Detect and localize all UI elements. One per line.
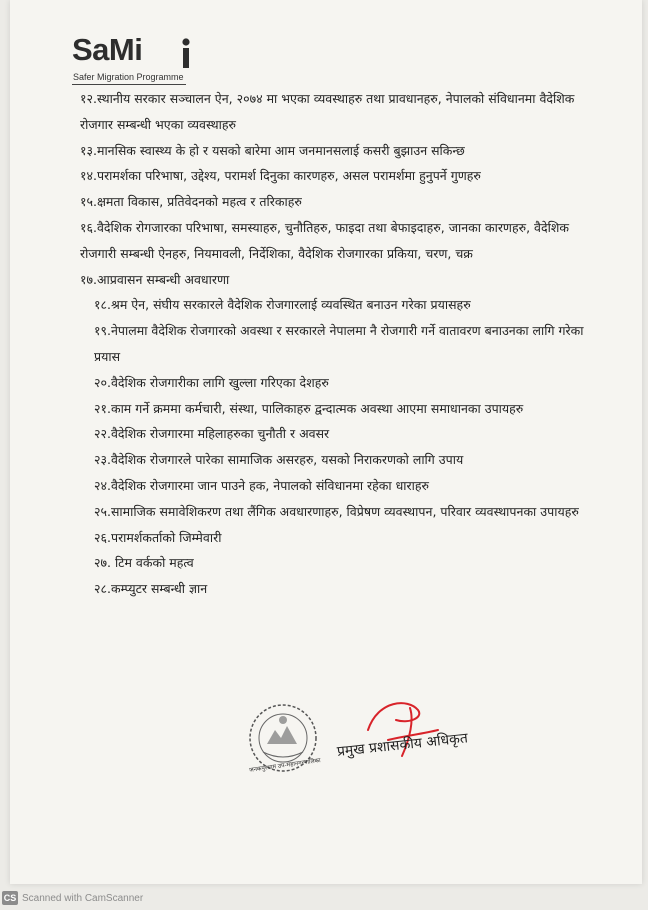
list-item: १६.वैदेशिक रोगजारका परिभाषा, समस्याहरु, चुनौतिहरु, फाइदा तथा बेफाइदाहरु, जानका कारणहरु, वैदेशिक रोजगारी सम्बन्धी ऐनहरु, नियमावली, निर्देशिका, वैदेशिक रोजगारका प्रकिया, चरण, चक्र [80, 219, 569, 261]
topic-list [80, 86, 592, 602]
list-item: २८.कम्प्युटर सम्बन्धी ज्ञान [94, 581, 208, 597]
designation-text: प्रमुख प्रशासकीय अधिकृत [336, 730, 469, 761]
list-item: १५.क्षमता विकास, प्रतिवेदनको महत्व र तरिकाहरु [80, 194, 302, 210]
list-item: २७. टिम वर्कको महत्व [94, 555, 194, 571]
list-item: १९.नेपालमा वैदेशिक रोजगारको अवस्था र सरकारले नेपालमा नै रोजगारी गर्ने वातावरण बनाउनका लागि गरेका प्रयास [94, 323, 584, 364]
scanner-footer [2, 890, 143, 906]
list-item: १४.परामर्शका परिभाषा, उद्देश्य, परामर्श दिनुका कारणहरु, असल परामर्शमा हुनुपर्ने गुणहरु [80, 168, 481, 184]
sami-logo [72, 32, 212, 90]
list-item: २३.वैदेशिक रोजगारले पारेका सामाजिक असरहरु, यसको निराकरणको लागि उपाय [94, 452, 464, 468]
logo-tagline: Safer Migration Programme [73, 72, 184, 82]
list-item: २१.काम गर्ने क्रममा कर्मचारी, संस्था, पालिकाहरु द्वन्दात्मक अवस्था आएमा समाधानका उपायहरु [94, 400, 524, 416]
list-item: २६.परामर्शकर्ताको जिम्मेवारी [94, 529, 222, 545]
person-icon [180, 38, 192, 68]
list-item: २२.वैदेशिक रोजगारमा महिलाहरुका चुनौती र अवसर [94, 426, 330, 442]
scanner-watermark: Scanned with CamScanner [22, 892, 144, 904]
list-item: १८.श्रम ऐन, संघीय सरकारले वैदेशिक रोजगारलाई व्यवस्थित बनाउन गरेका प्रयासहरु [94, 297, 471, 313]
list-item: १३.मानसिक स्वास्थ्य के हो र यसको बारेमा आम जनमानसलाई कसरी बुझाउन सकिन्छ [80, 142, 465, 158]
camscanner-icon: CS [3, 893, 17, 903]
logo-wordmark: SaMi [72, 32, 143, 67]
list-item: १२.स्थानीय सरकार सञ्चालन ऐन, २०७४ मा भएका व्यवस्थाहरु तथा प्रावधानहरु, नेपालको संविधानमा वैदेशिक रोजगार सम्बन्धी भएका व्यवस्थाहरु [80, 91, 575, 132]
list-item: २५.सामाजिक समावेशिकरण तथा लैंगिक अवधारणाहरु, विप्रेषण व्यवस्थापन, परिवार व्यवस्थापनका उपायहरु [94, 503, 579, 519]
list-item: २०.वैदेशिक रोजगारीका लागि खुल्ला गरिएका देशहरु [94, 374, 329, 390]
logo-underline [72, 84, 186, 85]
list-item: १७.आप्रवासन सम्बन्धी अवधारणा [80, 271, 230, 287]
document-page [10, 0, 642, 884]
seal-text: जनकपुरधाम उप-महानगरपालिका [248, 757, 322, 774]
list-item: २४.वैदेशिक रोजगारमा जान पाउने हक, नेपालको संविधानमा रहेका धाराहरु [94, 477, 429, 493]
